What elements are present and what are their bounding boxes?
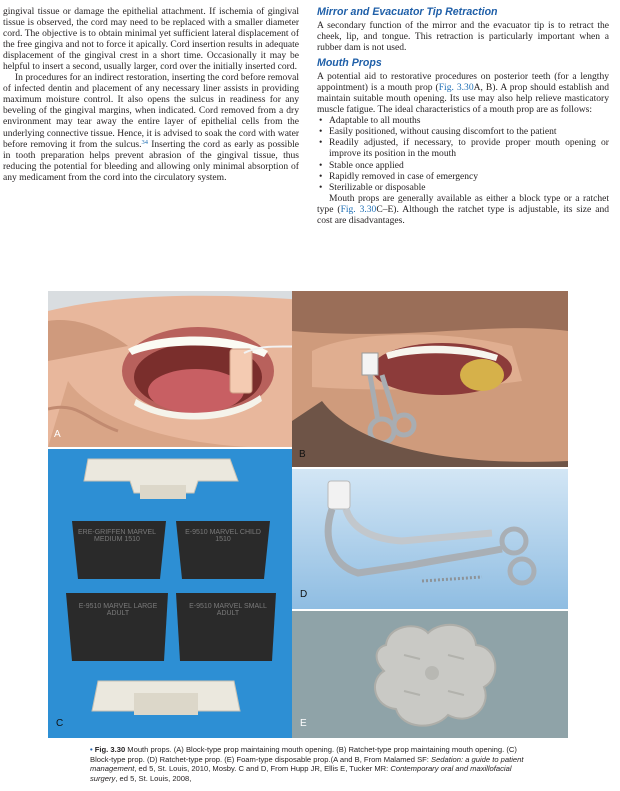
panel-label-d: D (300, 589, 308, 600)
photo-foam-prop (292, 611, 568, 738)
caption-book-title-2: Contemporary oral and maxillofacial surgery (90, 764, 512, 783)
figure-caption (90, 745, 530, 783)
mouth-props-text-b: A, B). A prop should establish and maintain suitable mouth opening. Its use may also help relieve masticatory muscle fatigue. The ideal characteristics of a mouth prop are as follows: (317, 82, 609, 116)
caption-text-mid: , ed 5, St. Louis, 2010, Mosby. C and D, From Hupp JR, Ellis E, Tucker MR: (134, 764, 391, 774)
photo-ratchet-prop (292, 469, 568, 609)
caption-text: Mouth props. (A) Block-type prop maintaining mouth opening. (B) Ratchet-type prop maintaining mouth opening. (C) Block-type prop. (D) Ratchet-type prop. (E) Foam-type disposable prop.(A and B, From Malamed SF: (90, 745, 517, 764)
caption-book-title-1: Sedation: a guide to patient management (90, 754, 524, 774)
block-label-3: E-9510 MARVEL LARGE ADULT (78, 603, 158, 617)
list-item: • Easily positioned, without causing discomfort to the patient (317, 126, 609, 137)
block-label-1: ERE-GRIFFEN MARVEL MEDIUM 1510 (77, 529, 157, 543)
figure-panel-d (292, 469, 568, 609)
figure-link-1[interactable]: Fig. 3.30 (438, 82, 474, 94)
mouth-props-text-a: A potential aid to restorative procedures on posterior teeth (for a lengthy appointment) is a mouth prop ( (317, 71, 609, 94)
mouth-props-paragraph (317, 71, 609, 115)
figure-panel-e (292, 611, 568, 738)
panel-label-c: C (56, 718, 64, 729)
block-label-4: E-9510 MARVEL SMALL ADULT (189, 603, 267, 617)
section-heading-retraction: Mirror and Evacuator Tip Retraction (317, 6, 498, 18)
photo-block-prop-in-mouth (48, 291, 316, 447)
prop-types-text-b: C–E). Although the ratchet type is adjustable, its size and cost are disadvantages. (317, 203, 609, 226)
photo-ratchet-prop-in-mouth (292, 291, 568, 467)
reference-superscript[interactable]: 34 (141, 138, 149, 146)
retraction-paragraph: A secondary function of the mirror and the evacuator tip is to retract the cheek, lip, and tongue. This retraction is particularly important when a rubber dam is not used. (317, 20, 609, 54)
prop-types-text-a: Mouth props are generally available as either a block type or a ratchet type ( (317, 192, 609, 215)
figure-panel-b (292, 291, 568, 467)
list-item: • Stable once applied (317, 160, 609, 171)
figure-panel-a (48, 291, 316, 447)
left-paragraph-1: gingival tissue or damage the epithelial attachment. If ischemia of gingival tissue is observed, the cord may need to be replaced with a smaller diameter cord. The objective is to obtain minimal yet sufficient lateral displacement of the free gingiva and not to force it apically. Cord insertion results in adequate displacement of the gingival crest in a short time. Occasionally it may be helpful to insert a second, usually larger, cord over the initially inserted cord. (3, 6, 299, 73)
section-heading-mouth-props: Mouth Props (317, 57, 382, 70)
left-paragraph-2 (3, 72, 299, 182)
left-paragraph-2-text: In procedures for an indirect restoration, inserting the cord before removal of infected dentin and placement of any necessary liner assists in providing maximum moisture control. It also opens the sulcus in readiness for any beveling of the gingival margins, when indicated. Cord removed from a dry environment may tear away the entire layer of epithelial cells from the underlying connective tissue. Hence, it is advised to soak the cord with water before removing it from the sulcus. (3, 72, 299, 150)
panel-label-a: A (54, 429, 61, 440)
figure-panel-c (48, 449, 292, 738)
panel-label-b: B (299, 449, 306, 460)
right-text-column (317, 6, 609, 226)
list-item: • Adaptable to all mouths (317, 115, 609, 126)
photo-block-props (48, 449, 292, 738)
figure-link-2[interactable]: Fig. 3.30 (340, 203, 377, 215)
block-label-2: E-9510 MARVEL CHILD 1510 (185, 529, 261, 543)
list-item: • Rapidly removed in case of emergency (317, 171, 609, 182)
characteristics-list (317, 115, 609, 192)
list-item: • Sterilizable or disposable (317, 182, 609, 193)
left-paragraph-2-tail: Inserting the cord as early as possible in tooth preparation helps prevent abrasion of the gingival tissue, thus reducing the potential for bleeding and allowing only minimal absorption of any medicament from the cord into the circulatory system. (3, 138, 299, 183)
caption-figure-number: • Fig. 3.30 (90, 745, 126, 754)
prop-types-paragraph (317, 193, 609, 226)
caption-text-end: , ed 5, St. Louis, 2008, (115, 773, 192, 783)
left-text-column (3, 6, 299, 183)
panel-label-e: E (300, 718, 307, 729)
list-item: • Readily adjusted, if necessary, to provide proper mouth opening or improve its position in the mouth (317, 137, 609, 159)
